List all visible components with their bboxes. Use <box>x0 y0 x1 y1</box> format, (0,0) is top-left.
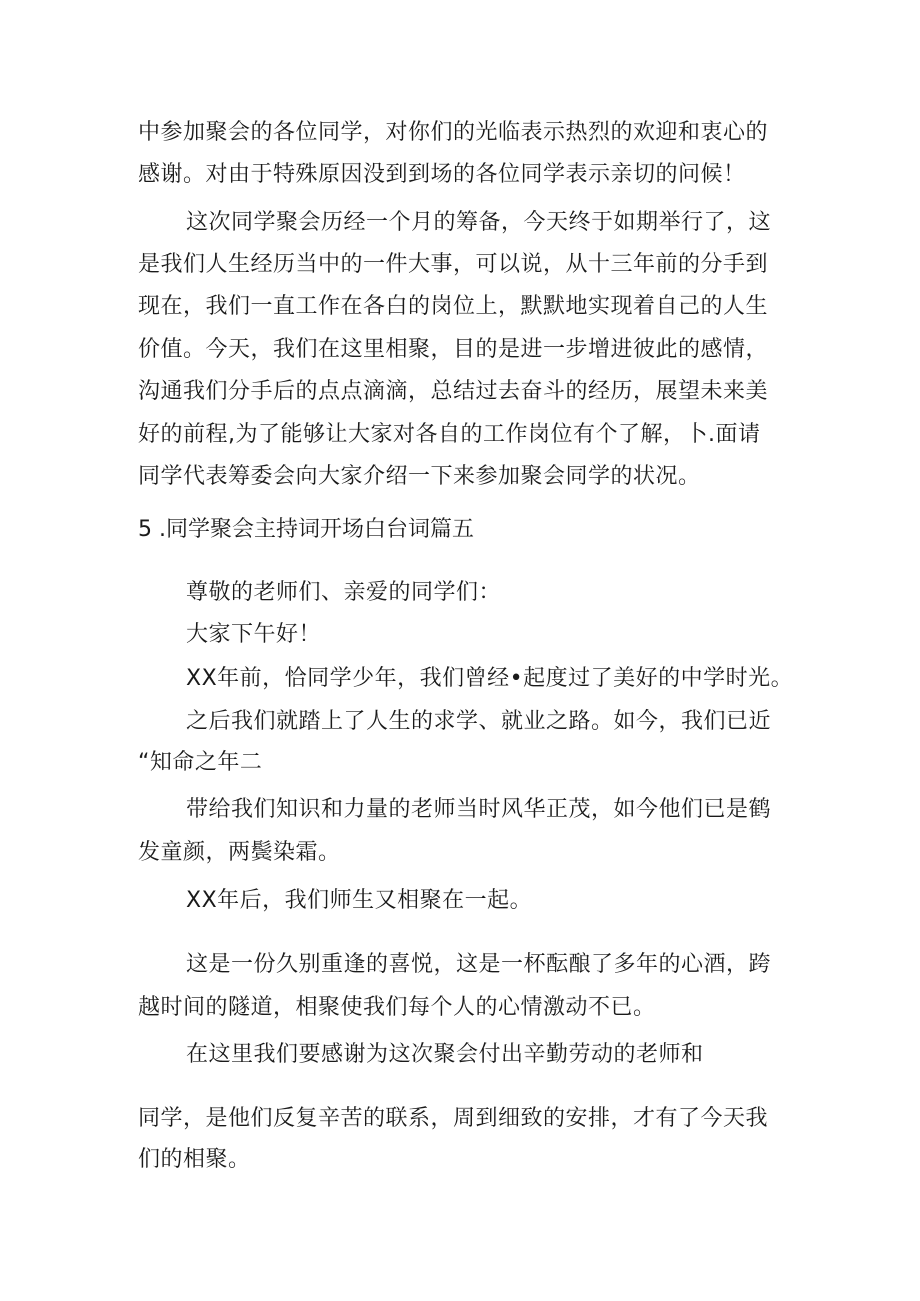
paragraph-line: 在这里我们要感谢为这次聚会付出辛勤劳动的老师和 <box>186 1042 704 1067</box>
paragraph-line: 同学，是他们反复辛苦的联系，周到细致的安排，才有了今天我 <box>138 1106 769 1131</box>
paragraph-line: 好的前程,为了能够让大家对各自的工作岗位有个了解，卜.面请 <box>138 422 761 447</box>
paragraph-line: 大家下午好！ <box>186 622 322 647</box>
section-heading: 5 .同学聚会主持词开场白台词篇五 <box>138 517 474 542</box>
paragraph-line: 感谢。对由于特殊原因没到到场的各位同学表示亲切的问候！ <box>138 162 746 187</box>
paragraph-line: XX年前，恰同学少年，我们曾经•起度过了美好的中学时光。 <box>186 666 794 691</box>
paragraph-line: 带给我们知识和力量的老师当时风华正茂，如今他们已是鹤 <box>186 797 772 822</box>
paragraph-line: 现在，我们一直工作在各白的岗位上，默默地实现着自己的人生 <box>138 294 769 319</box>
paragraph-line: 们的相聚。 <box>138 1147 251 1172</box>
greeting-line: 尊敬的老师们、亲爱的同学们： <box>186 580 502 605</box>
paragraph-line: “知命之年二 <box>138 750 263 775</box>
paragraph-line: 这是一份久别重逢的喜悦，这是一杯酝酿了多年的心酒，跨 <box>186 952 772 977</box>
paragraph-line: XX年后，我们师生又相聚在一起。 <box>186 888 533 913</box>
paragraph-line: 这次同学聚会历经一个月的筹备，今天终于如期举行了，这 <box>186 210 772 235</box>
paragraph-line: 价值。今天，我们在这里相聚，目的是进一步增进彼此的感情， <box>138 337 769 362</box>
paragraph-line: 同学代表筹委会向大家介绍一下来参加聚会同学的状况。 <box>138 464 701 489</box>
paragraph-line: 沟通我们分手后的点点滴滴，总结过去奋斗的经历，展望未来美 <box>138 379 769 404</box>
paragraph-line: 发童颜，两鬓染霜。 <box>138 840 341 865</box>
paragraph-line: 中参加聚会的各位同学，对你们的光临表示热烈的欢迎和衷心的 <box>138 120 769 145</box>
paragraph-line: 越时间的隧道，相聚使我们每个人的心情激动不已。 <box>138 995 656 1020</box>
paragraph-line: 之后我们就踏上了人生的求学、就业之路。如今，我们已近 <box>186 709 772 734</box>
paragraph-line: 是我们人生经历当中的一件大事，可以说，从十三年前的分手到 <box>138 252 769 277</box>
